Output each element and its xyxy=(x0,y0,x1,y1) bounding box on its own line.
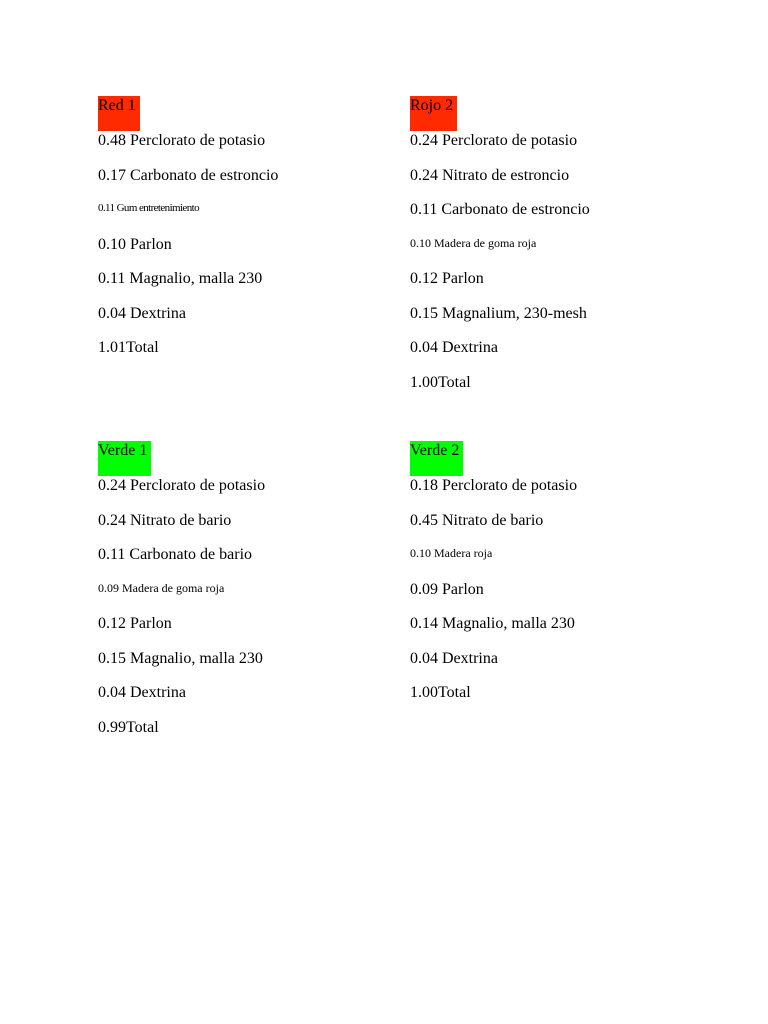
total-line: 1.00Total xyxy=(410,373,471,391)
recipe-title: Red 1 xyxy=(98,96,140,131)
ingredient-line: 0.09 Madera de goma roja xyxy=(98,580,225,595)
ingredient-line: 0.18 Perclorato de potasio xyxy=(410,477,578,494)
ingredient-line: 0.15 Magnalio, malla 230 xyxy=(98,649,263,667)
total-line: 1.00Total xyxy=(410,684,471,701)
recipe-title-row xyxy=(410,96,710,131)
recipe-title: Rojo 2 xyxy=(410,96,457,131)
ingredient-line: 0.12 Parlon xyxy=(98,615,172,632)
ingredient-line: 0.04 Dextrina xyxy=(98,304,186,322)
ingredient-line: 0.24 Nitrato de estroncio xyxy=(410,166,570,184)
ingredient-line: 0.14 Magnalio, malla 230 xyxy=(410,615,575,632)
ingredient-line: 0.48 Perclorato de potasio xyxy=(98,132,266,149)
ingredient-line: 0.17 Carbonato de estroncio xyxy=(98,166,279,184)
ingredient-line: 0.11 Magnalio, malla 230 xyxy=(98,270,263,287)
recipe-title: Verde 2 xyxy=(410,441,463,476)
recipe-verde-1 xyxy=(98,441,398,752)
ingredient-line: 0.24 Perclorato de potasio xyxy=(410,132,578,149)
recipe-rojo-2 xyxy=(410,96,710,407)
ingredient-line: 0.24 Nitrato de bario xyxy=(98,511,232,529)
ingredient-line: 0.04 Dextrina xyxy=(410,339,498,356)
ingredient-line: 0.15 Magnalium, 230-mesh xyxy=(410,304,587,322)
recipe-verde-2 xyxy=(410,441,710,718)
recipe-red-1 xyxy=(98,96,398,373)
ingredient-line: 0.04 Dextrina xyxy=(410,649,498,667)
ingredient-line: 0.24 Perclorato de potasio xyxy=(98,477,266,494)
recipe-title-row xyxy=(98,96,398,131)
ingredient-line: 0.09 Parlon xyxy=(410,580,484,598)
ingredient-line: 0.04 Dextrina xyxy=(98,684,186,701)
ingredient-line: 0.11 Carbonato de estroncio xyxy=(410,201,590,218)
ingredient-line: 0.10 Parlon xyxy=(98,235,172,253)
total-line: 0.99Total xyxy=(98,718,159,736)
ingredient-line: 0.11 Carbonato de bario xyxy=(98,546,253,563)
ingredient-line: 0.12 Parlon xyxy=(410,270,484,287)
ingredient-line: 0.10 Madera de goma roja xyxy=(410,235,537,250)
recipe-title: Verde 1 xyxy=(98,441,151,476)
recipe-title-row xyxy=(98,441,398,476)
ingredient-line: 0.10 Madera roja xyxy=(410,546,493,560)
recipe-title-row xyxy=(410,441,710,476)
ingredient-line: 0.11 Gum entretenimiento xyxy=(98,202,199,214)
total-line: 1.01Total xyxy=(98,339,159,356)
ingredient-line: 0.45 Nitrato de bario xyxy=(410,511,544,529)
